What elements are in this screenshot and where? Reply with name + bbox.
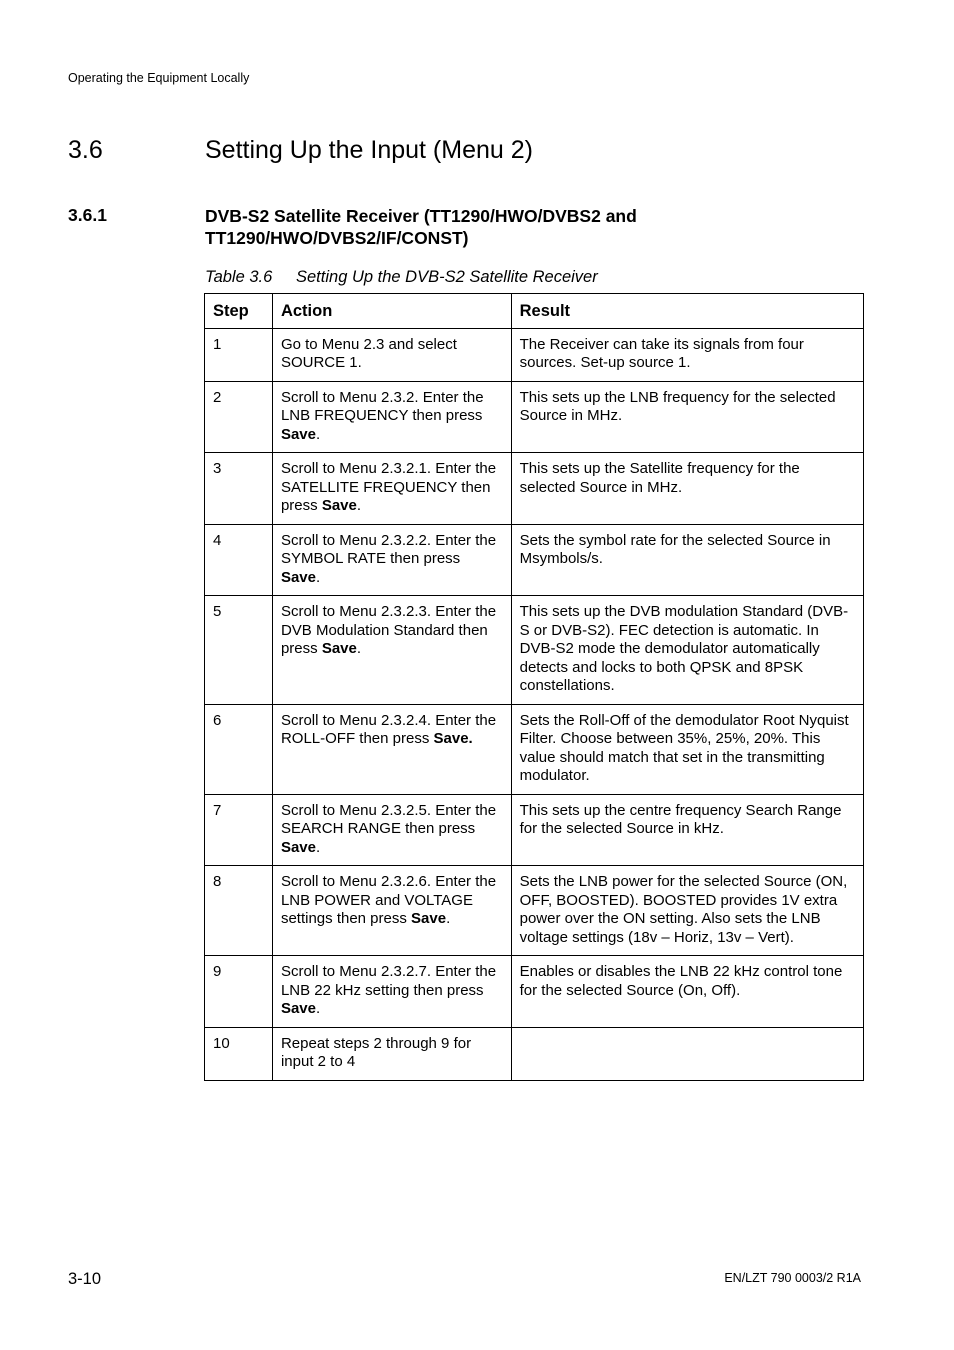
step-cell: 4 [205, 524, 273, 596]
table-row [205, 381, 864, 453]
result-cell: Sets the LNB power for the selected Source (ON, OFF, BOOSTED). BOOSTED provides 1V extra power over the ON setting. Also sets the LNB voltage settings (18v – Horiz, 13v – Vert). [511, 866, 863, 956]
table-header-row [205, 294, 864, 329]
action-text-end: . [356, 640, 362, 657]
column-header-action: Action [272, 294, 511, 329]
table-caption-number: Table 3.6 [205, 268, 273, 286]
step-cell: 9 [205, 956, 273, 1028]
table-row [205, 1027, 864, 1080]
action-text-end: . [356, 497, 362, 514]
action-emphasis: Save [321, 497, 357, 514]
action-text: Scroll to Menu 2.3.2.3. Enter the DVB Modulation Standard then press [280, 603, 497, 657]
table-caption-title: Setting Up the DVB-S2 Satellite Receiver [296, 268, 598, 286]
column-header-step: Step [205, 294, 273, 329]
step-cell: 2 [205, 381, 273, 453]
step-cell: 6 [205, 704, 273, 794]
table-row [205, 794, 864, 866]
action-emphasis: Save [280, 568, 316, 586]
step-cell: 8 [205, 866, 273, 956]
step-cell: 1 [205, 328, 273, 381]
running-header: Operating the Equipment Locally [68, 71, 250, 85]
action-text: Scroll to Menu 2.3.2.2. Enter the SYMBOL RATE then press [280, 531, 497, 567]
result-cell [511, 1027, 863, 1080]
subsection-title: DVB-S2 Satellite Receiver (TT1290/HWO/DVBS2 and TT1290/HWO/DVBS2/IF/CONST) [205, 206, 637, 248]
action-text: Scroll to Menu 2.3.2.5. Enter the SEARCH RANGE then press [280, 801, 497, 837]
section-title: Setting Up the Input (Menu 2) [205, 136, 533, 164]
action-text: Scroll to Menu 2.3.2.1. Enter the SATELLITE FREQUENCY then press [280, 460, 497, 514]
action-emphasis: Save [280, 1000, 316, 1017]
table-row [205, 866, 864, 956]
column-header-result: Result [511, 294, 863, 329]
document-reference: EN/LZT 790 0003/2 R1A [724, 1271, 861, 1285]
action-cell [272, 794, 511, 866]
action-cell [272, 381, 511, 453]
action-text-end: . [316, 838, 321, 856]
action-text: Scroll to Menu 2.3.2.6. Enter the LNB POWER and VOLTAGE settings then press [280, 873, 497, 927]
result-cell: This sets up the LNB frequency for the selected Source in MHz. [511, 381, 863, 453]
step-cell: 5 [205, 596, 273, 705]
action-cell [272, 524, 511, 596]
action-cell [272, 596, 511, 705]
table-row [205, 328, 864, 381]
action-text: Scroll to Menu 2.3.2.4. Enter the ROLL-OFF then press [280, 711, 497, 747]
action-cell [272, 1027, 511, 1080]
section-number: 3.6 [68, 136, 103, 164]
table-row [205, 453, 864, 525]
action-text-end: . [446, 910, 451, 927]
table-body [205, 328, 864, 1080]
action-cell [272, 453, 511, 525]
result-cell: This sets up the centre frequency Search Range for the selected Source in kHz. [511, 794, 863, 866]
steps-table [204, 293, 864, 1081]
table-row [205, 704, 864, 794]
table-row [205, 524, 864, 596]
result-cell: Sets the Roll-Off of the demodulator Root Nyquist Filter. Choose between 35%, 25%, 20%. This value should match that set in the transmitting modulator. [511, 704, 863, 794]
result-cell: This sets up the Satellite frequency for the selected Source in MHz. [511, 453, 863, 525]
step-cell: 3 [205, 453, 273, 525]
step-cell: 7 [205, 794, 273, 866]
action-emphasis: Save [321, 640, 357, 657]
action-text-end: . [316, 425, 321, 443]
action-text: Go to Menu 2.3 and select SOURCE 1. [280, 335, 457, 371]
result-cell: The Receiver can take its signals from four sources. Set-up source 1. [511, 328, 863, 381]
result-cell: This sets up the DVB modulation Standard (DVB-S or DVB-S2). FEC detection is automatic. In DVB-S2 mode the demodulator automatically detects and locks to both QPSK and 8PSK constellations. [511, 596, 863, 705]
action-text-end: . [316, 1000, 321, 1017]
action-cell [272, 866, 511, 956]
action-text: Repeat steps 2 through 9 for input 2 to 4 [280, 1034, 472, 1070]
action-emphasis: Save [280, 425, 316, 443]
action-emphasis: Save. [433, 730, 473, 747]
page-number: 3-10 [68, 1270, 102, 1288]
action-emphasis: Save [280, 838, 316, 856]
action-text: Scroll to Menu 2.3.2.7. Enter the LNB 22 kHz setting then press [280, 963, 497, 999]
subsection-number: 3.6.1 [68, 205, 107, 225]
action-emphasis: Save [411, 910, 447, 927]
result-cell: Sets the symbol rate for the selected Source in Msymbols/s. [511, 524, 863, 596]
table-row [205, 956, 864, 1028]
action-cell [272, 328, 511, 381]
action-text: Scroll to Menu 2.3.2. Enter the LNB FREQUENCY then press [280, 388, 484, 424]
action-text-end: . [316, 568, 321, 586]
step-cell: 10 [205, 1027, 273, 1080]
table-caption [205, 268, 598, 287]
action-cell [272, 956, 511, 1028]
result-cell: Enables or disables the LNB 22 kHz control tone for the selected Source (On, Off). [511, 956, 863, 1028]
table-row [205, 596, 864, 705]
action-cell [272, 704, 511, 794]
